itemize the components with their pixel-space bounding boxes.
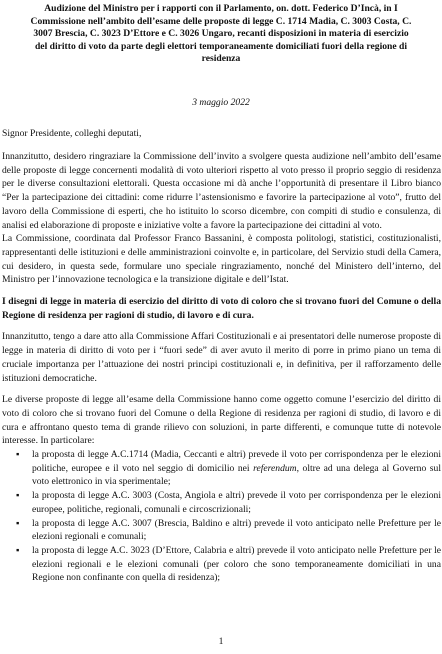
document-title: Audizione del Ministro per i rapporti con il Parlamento, on. dott. Federico D’Incà, in I Commissione nell’ambito dell’esame delle proposte di legge C. 1714 Madia, C. 3003 Costa, C. 3007 Brescia, C. 3023 D’Ettore e C. 3026 Ungaro, recanti disposizioni in materia di esercizio del diritto di voto da parte degli elettori temporaneamente domiciliati fuori della regione di residenza bbox=[30, 3, 412, 65]
list-item-emphasis: referendum bbox=[253, 462, 297, 474]
bullet-icon: ▪ bbox=[16, 449, 20, 461]
paragraph-proposals: Le diverse proposte di legge all’esame della Commissione hanno come oggetto comune l’esercizio del diritto di voto di coloro che si trovano fuori del Comune o della Regione di residenza per ragioni di studio, di lavoro e di cura e affrontano questo tema di grande rilievo con soluzioni, in parte differenti, e comunque tutte di notevole interesse. In particolare: bbox=[2, 394, 441, 447]
salutation: Signor Presidente, colleghi deputati, bbox=[2, 128, 142, 139]
document-date: 3 maggio 2022 bbox=[192, 97, 250, 108]
paragraph-intro: Innanzitutto, desidero ringraziare la Commissione dell’invito a svolgere questa audizione nell’ambito dell’esame delle proposte di legge concernenti modalità di voto ulteriori rispetto al voto presso il proprio seggio di residenza per le diverse consultazioni elettorali. Questa occasione mi dà anche l’opportunità di presentare il Libro bianco “Per la partecipazione dei cittadini: come ridurre l’astensionismo e favorire la partecipazione al voto”, frutto del lavoro della Commissione di esperti, che ho istituito lo scorso dicembre, con compiti di studio e consulenza, di analisi ed elaborazione di proposte e iniziative volte a favore la partecipazione dei cittadini al voto. bbox=[2, 151, 441, 231]
list-item-text: la proposta di legge A.C.1714 (Madia, Ceccanti e altri) prevede il voto per corrispondenza per le elezioni politiche, europee e il voto nel seggio di domicilio nei bbox=[32, 449, 441, 474]
paragraph-commission: La Commissione, coordinata dal Professor Franco Bassanini, è composta politologi, statistici, costituzionalisti, rappresentanti delle istituzioni e delle amministrazioni coinvolte e, in particolare, del Servizio studi della Camera, cui desidero, in questa sede, formulare uno speciale ringraziamento, nonché del Ministero dell’interno, del Ministro per l’innovazione tecnologica e la transizione digitale e dell’Istat. bbox=[2, 233, 441, 286]
list-item bbox=[2, 544, 441, 585]
section-heading: I disegni di legge in materia di esercizio del diritto di voto di coloro che si trovano fuori del Comune o della Regione di residenza per ragioni di studio, di lavoro e di cura. bbox=[2, 296, 441, 321]
list-item-text: la proposta di legge A.C. 3023 (D’Ettore, Calabria e altri) prevede il voto anticipato nelle Prefetture per le elezioni regionali e le elezioni comunali (per coloro che sono temporaneamente domiciliati in una Regione non confinante con quella di residenza); bbox=[32, 544, 441, 584]
page-number: 1 bbox=[218, 636, 224, 647]
list-item bbox=[2, 489, 441, 516]
document-body bbox=[2, 150, 441, 585]
list-item-text: la proposta di legge A.C. 3007 (Brescia, Baldino e altri) prevede il voto anticipato nelle Prefetture per le elezioni regionali e comunali; bbox=[32, 517, 441, 543]
list-item-text: , oltre ad una delega al Governo sul voto elettronico in via sperimentale; bbox=[32, 462, 441, 488]
list-item bbox=[2, 448, 441, 489]
list-item-text: la proposta di legge A.C. 3003 (Costa, Angiola e altri) prevede il voto per corrispondenza per le elezioni europee, politiche, regionali, comunali e circoscrizionali; bbox=[32, 490, 441, 515]
proposals-list bbox=[2, 448, 441, 585]
paragraph-acknowledgement: Innanzitutto, tengo a dare atto alla Commissione Affari Costituzionali e ai presentatori delle numerose proposte di legge in materia di diritto di voto per i “fuori sede” di aver avuto il merito di porre in primo piano un tema di cruciale importanza per l’attuazione dei nostri principi costituzionali e, in definitiva, per il rafforzamento delle istituzioni democratiche. bbox=[2, 331, 441, 384]
bullet-icon: ▪ bbox=[16, 517, 20, 529]
bullet-icon: ▪ bbox=[16, 490, 20, 502]
list-item bbox=[2, 517, 441, 544]
bullet-icon: ▪ bbox=[16, 544, 20, 556]
